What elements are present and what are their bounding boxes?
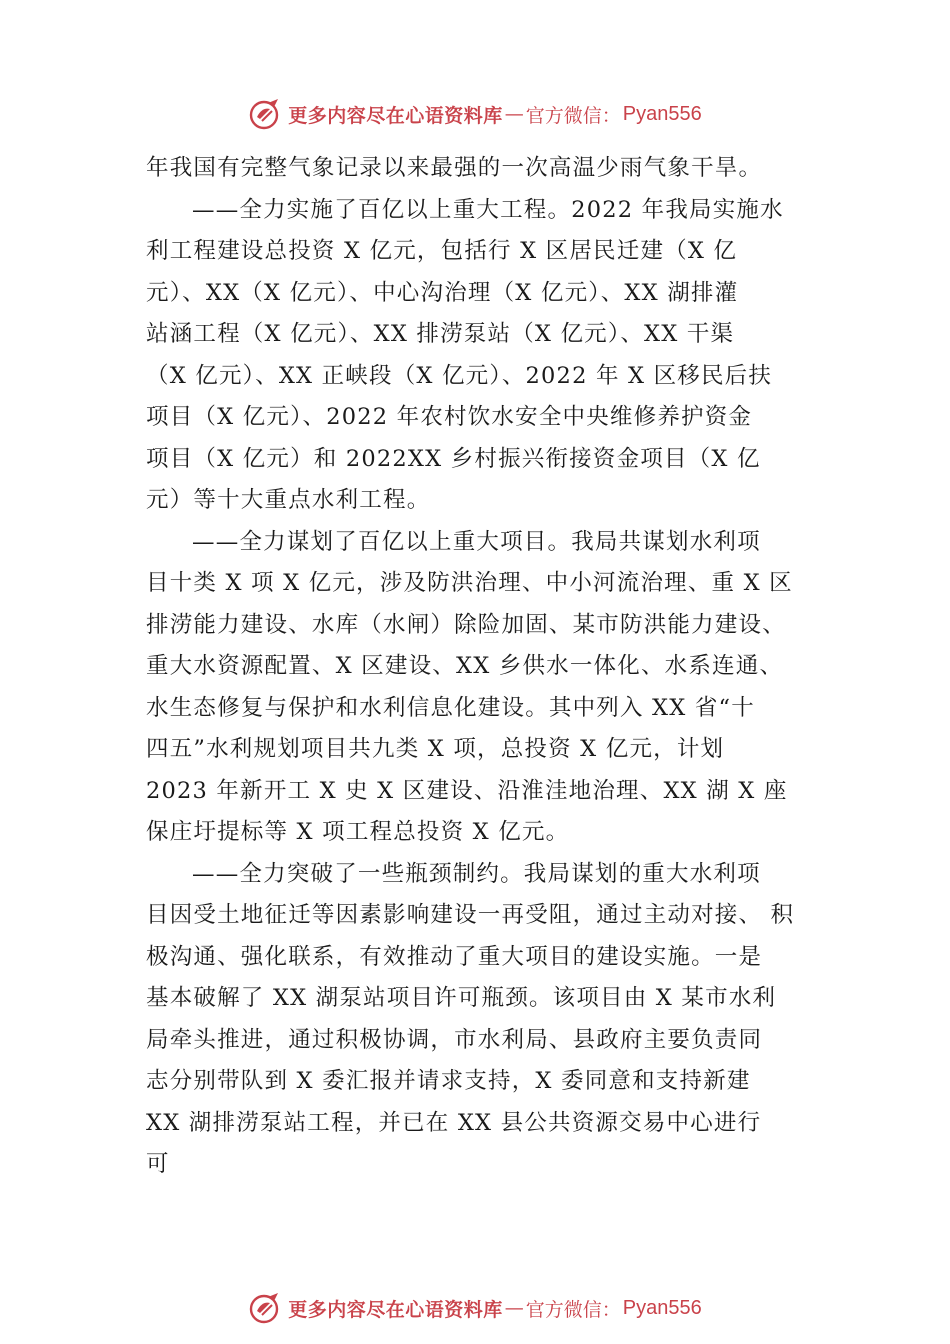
logo-icon	[248, 97, 282, 131]
banner-wechat-id: Pyan556	[622, 102, 702, 125]
banner-title: 更多内容尽在心语资料库	[288, 104, 503, 127]
text-line: 利工程建设总投资 X 亿元，包括行 X 区居民迁建（X 亿	[146, 238, 738, 264]
banner-wechat-id: Pyan556	[622, 1296, 702, 1319]
banner-title: 更多内容尽在心语资料库	[288, 1298, 503, 1321]
text-line: 局牵头推进，通过积极协调，市水利局、县政府主要负责同	[146, 1026, 763, 1053]
text-line: 保庄圩提标等 X 项工程总投资 X 亿元。	[146, 819, 570, 845]
logo-icon	[248, 1291, 282, 1325]
text-line: 水生态修复与保护和水利信息化建设。其中列入 XX 省“十	[146, 694, 755, 721]
text-line: 四五”水利规划项目共九类 X 项，总投资 X 亿元，计划	[146, 736, 725, 762]
text-line: 基本破解了 XX 湖泵站项目许可瓶颈。该项目由 X 某市水利	[146, 985, 777, 1011]
text-line: 重大水资源配置、X 区建设、XX 乡供水一体化、水系连通、	[146, 653, 784, 679]
text-line: 项目（X 亿元）、2022 年农村饮水安全中央维修养护资金	[146, 404, 753, 430]
banner-separator: —	[504, 1297, 524, 1319]
header-banner	[0, 94, 950, 134]
text-line: 元）等十大重点水利工程。	[146, 487, 431, 513]
text-line: 可	[146, 1151, 170, 1177]
text-line: 2023 年新开工 X 史 X 区建设、沿淮洼地治理、XX 湖 X 座	[146, 777, 788, 804]
text-line: 项目（X 亿元）和 2022XX 乡村振兴衔接资金项目（X 亿	[146, 445, 761, 472]
text-line: 极沟通、强化联系，有效推动了重大项目的建设实施。一是	[146, 943, 763, 970]
text-line: XX 湖排涝泵站工程，并已在 XX 县公共资源交易中心进行	[146, 1109, 762, 1136]
text-line: ——全力突破了一些瓶颈制约。我局谋划的重大水利项	[192, 860, 761, 887]
text-line: 排涝能力建设、水库（水闸）除险加固、某市防洪能力建设、	[146, 611, 786, 638]
text-line: 目因受土地征迁等因素影响建设一再受阻，通过主动对接、 积	[146, 902, 795, 928]
text-line: （X 亿元）、XX 正峡段（X 亿元）、2022 年 X 区移民后扶	[146, 362, 773, 389]
text-line: 站涵工程（X 亿元）、XX 排涝泵站（X 亿元）、XX 干渠	[146, 321, 735, 347]
text-line: ——全力实施了百亿以上重大工程。2022 年我局实施水	[192, 196, 784, 223]
document-body	[146, 148, 818, 1186]
text-line: 年我国有完整气象记录以来最强的一次高温少雨气象干旱。	[146, 155, 763, 181]
banner-wechat-label: 官方微信：	[525, 104, 621, 127]
text-line: 元）、XX（X 亿元）、中心沟治理（X 亿元）、XX 湖排灌	[146, 279, 739, 306]
text-line: 目十类 X 项 X 亿元，涉及防洪治理、中小河流治理、重 X 区	[146, 570, 793, 596]
text-line: ——全力谋划了百亿以上重大项目。我局共谋划水利项	[192, 528, 761, 555]
banner-separator: —	[504, 103, 524, 125]
text-line: 志分别带队到 X 委汇报并请求支持，X 委同意和支持新建	[146, 1068, 751, 1094]
banner-wechat-label: 官方微信：	[525, 1298, 621, 1321]
footer-banner	[0, 1288, 950, 1328]
